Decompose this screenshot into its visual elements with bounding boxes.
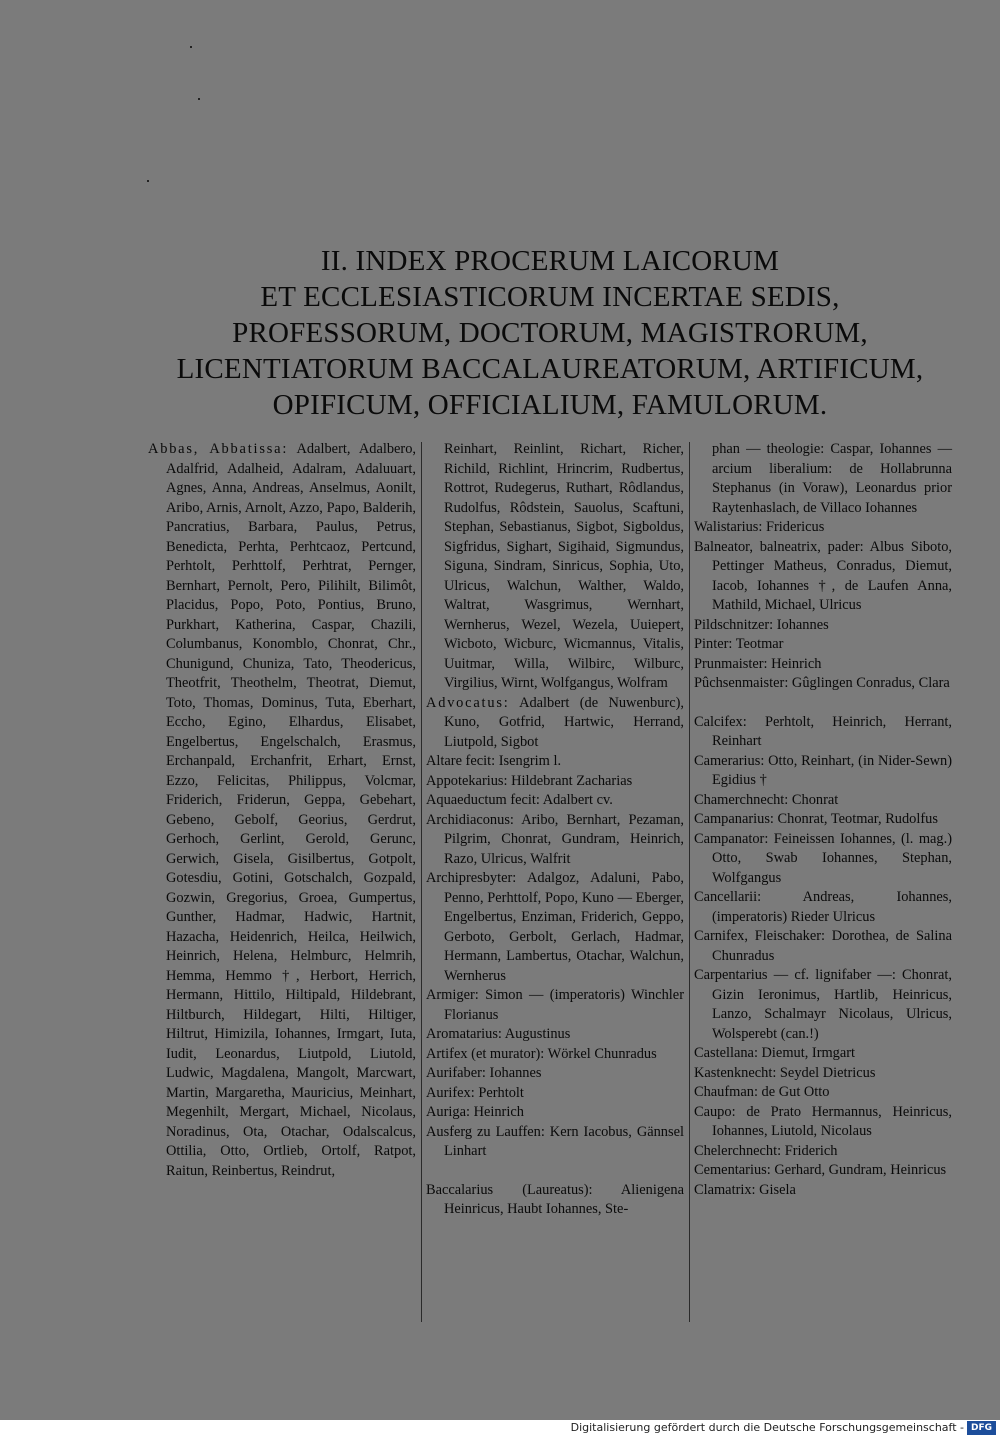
index-column-2: [426, 440, 684, 1220]
entry-heading: Aquaeductum fecit:: [426, 792, 540, 808]
entry-names: Chonrat, Teotmar, Rudolfus: [773, 811, 938, 827]
index-entry: [426, 811, 684, 870]
index-entry: [426, 772, 684, 792]
entry-names: Iohannes: [773, 616, 829, 633]
entry-names: Hildebrant Zacharias: [507, 772, 633, 789]
entry-heading: Cementarius:: [694, 1162, 771, 1178]
title-line: LICENTIATORUM BACCALAUREATORUM, ARTIFICUM,: [176, 353, 924, 385]
entry-heading: Pinter:: [694, 636, 733, 652]
entry-heading: Advocatus:: [426, 694, 510, 711]
entry-heading: Walistarius:: [694, 519, 763, 535]
entry-names: Diemut, Irmgart: [757, 1045, 856, 1061]
entry-names: Adalbert, Adalbero, Adalfrid, Adalheid, Adalram, Adaluuart, Agnes, Anna, Andreas, Anselmus, Aonilt, Aribo, Arnis, Arnolt, Azzo, Papo, Balderih, Pancratius, Barbara, Paulus, Petrus, Benedicta, Perhta, Perhtcaoz, Pertcund, Perhtolt, Perhttolf, Perhtrat, Pernger, Bernhart, Pernolt, Pero, Pilihilt, Bilimôt, Placidus, Popo, Poto, Pontius, Bruno, Purkhart, Katherina, Caspar, Chazili, Columbanus, Konomblo, Chonrat, Chr., Chunigund, Chuniza, Tato, Theodericus, Theotfrit, Theothelm, Theotrat, Diemut, Toto, Thomas, Dominus, Tuta, Eberhart, Eccho, Egino, Elhardus, Elisabet, Engelbertus, Engelschalch, Erasmus, Erchanpald, Erchanfrit, Erhart, Ernst, Ezzo, Felicitas, Philippus, Volcmar, Friderich, Friderun, Geppa, Gebehart, Gebeno, Gebolf, Georius, Gerdrut, Gerhoch, Gerlint, Gerold, Gerunc, Gerwich, Gisela, Gisilbertus, Gotpolt, Gotesdiu, Gotini, Gotschalch, Gozpald, Gozwin, Gregorius, Groea, Gumpertus, Gunther, Hadmar, Hadwic, Hartnit, Hazacha, Heidenrich, Heilca, Heilwich, Heinrich, Helena, Helmburc, Helmrih, Hemma, Hemmo †, Herbort, Herrich, Hermann, Hittilo, Hiltipald, Hildebrant, Hiltburch, Hildegart, Hilti, Hiltiger, Hiltrut, Himizila, Iohannes, Irmgart, Iuta, Iudit, Leonardus, Liutpold, Liutold, Ludwic, Magdalena, Mangolt, Marcwart, Martin, Margaretha, Mauricius, Meinhart, Megenhilt, Mergart, Michael, Nicolaus, Noradinus, Ota, Otachar, Odalscalcus, Ottilia, Otto, Ortlieb, Ortolf, Ratpot, Raitun, Reinbertus, Reindrut,: [166, 441, 416, 1179]
index-entry: [694, 538, 952, 616]
entry-names: Seydel Dietricus: [776, 1064, 876, 1081]
entry-names: Gerhard, Gundram, Heinricus: [770, 1162, 947, 1178]
entry-names: Adalbert (de Nuwenburc), Kuno, Gotfrid, Hartwic, Herrand, Liutpold, Sigbot: [444, 694, 684, 750]
index-entry: [426, 869, 684, 986]
index-entry: [426, 1181, 684, 1220]
entry-names: Gisela: [755, 1181, 796, 1198]
entry-heading: Aromatarius:: [426, 1026, 502, 1042]
index-entry: [694, 752, 952, 791]
entry-heading: Prunmaister:: [694, 655, 768, 672]
entry-names: Dorothea, de Salina Chunradus: [712, 928, 952, 964]
entry-heading: Balneator, balneatrix, pader:: [694, 538, 864, 555]
entry-heading: Artifex (et murator):: [426, 1045, 545, 1062]
entry-names: Aribo, Bernhart, Pezaman, Pilgrim, Chonrat, Gundram, Heinrich, Razo, Ulricus, Walfrit: [444, 811, 684, 867]
entry-names: Augustinus: [501, 1026, 571, 1042]
entry-heading: Carnifex, Fleischaker:: [694, 928, 826, 944]
index-entry: [694, 1142, 952, 1162]
entry-heading: Altare fecit:: [426, 753, 496, 769]
entry-names: Reinhart, Reinlint, Richart, Richer, Richild, Richlint, Hrincrim, Rudbertus, Rottrot, Rudegerus, Ruthart, Rôdlandus, Rudolfus, Rôdstein, Sauolus, Scaftuni, Stephan, Sebastianus, Sigbot, Sigboldus, Sigfridus, Sighart, Sigihaid, Sigmundus, Siguna, Sindram, Sinricus, Sophia, Uto, Ulricus, Walchun, Walther, Waldo, Waltrat, Wasgrimus, Wernhart, Wernherus, Wezel, Wezela, Uuiepert, Wicboto, Wicburc, Wicmannus, Vitalis, Uuitmar, Willa, Wilbirc, Wilburc, Virgilius, Wirnt, Wolfgangus, Wolfram: [444, 441, 684, 691]
index-entry: [694, 810, 952, 830]
dfg-logo: DFG: [967, 1421, 996, 1435]
index-entry: [694, 1103, 952, 1142]
index-entry: [694, 518, 952, 538]
title-line: PROFESSORUM, DOCTORUM, MAGISTRORUM,: [232, 317, 868, 349]
entry-names: Simon — (imperatoris) Winchler Florianus: [444, 987, 684, 1023]
index-entry: [426, 1084, 684, 1104]
entry-gap: [426, 1162, 684, 1181]
entry-names: phan — theologie: Caspar, Iohannes — arcium liberalium: de Hollabrunna Stephanus (in Voraw), Leonardus prior Raytenhaslach, de Villaco Iohannes: [712, 441, 952, 516]
entry-names: Heinrich: [767, 655, 822, 672]
entry-names: Adalgoz, Adaluni, Pabo, Penno, Perhttolf, Popo, Kuno — Eberger, Engelbertus, Enziman, Friderich, Geppo, Gerboto, Gerbolt, Gerlach, Hadmar, Hermann, Lambertus, Otachar, Walchun, Wernherus: [444, 870, 684, 984]
footer-bar: [0, 1420, 1000, 1437]
entry-heading: Chelerchnecht:: [694, 1142, 782, 1159]
index-entry: [694, 830, 952, 889]
entry-names: Perhtolt, Heinrich, Herrant, Reinhart: [712, 713, 952, 749]
index-entry-continued: [694, 440, 952, 518]
entry-names: de Gut Otto: [757, 1084, 830, 1100]
entry-names: Isengrim l.: [495, 753, 562, 769]
entry-names: Otto, Reinhart, (in Nider-Sewn) Egidius †: [712, 752, 952, 788]
entry-names: Teotmar: [732, 636, 784, 652]
entry-heading: Clamatrix:: [694, 1181, 756, 1198]
index-entry: [694, 713, 952, 752]
index-entry: [694, 1044, 952, 1064]
index-entry: [694, 1181, 952, 1201]
entry-names: Fridericus: [762, 519, 825, 535]
entry-names: Albus Siboto, Pettinger Matheus, Conradus, Diemut, Iacob, Iohannes †, de Laufen Anna, Mathild, Michael, Ulricus: [712, 538, 952, 613]
entry-heading: Pûchsenmaister:: [694, 675, 789, 691]
index-entry: [694, 966, 952, 1044]
entry-names: Gûglingen Conradus, Clara: [788, 675, 950, 691]
entry-names: Heinrich: [469, 1104, 524, 1120]
entry-heading: Aurifex:: [426, 1084, 475, 1101]
index-entry: [426, 1123, 684, 1162]
entry-names: Andreas, Iohannes, (imperatoris) Rieder Ulricus: [712, 889, 952, 925]
index-entry: [694, 888, 952, 927]
column-divider: [421, 442, 422, 1322]
index-entry: [694, 635, 952, 655]
funding-notice: Digitalisierung gefördert durch die Deutsche Forschungsgemeinschaft -: [570, 1421, 964, 1434]
index-entry: [426, 1025, 684, 1045]
entry-heading: Calcifex:: [694, 713, 747, 730]
index-entry: [694, 1064, 952, 1084]
title-line: II. INDEX PROCERUM LAICORUM: [320, 245, 780, 277]
entry-heading: Chaufman:: [694, 1084, 758, 1100]
entry-names: de Prato Hermannus, Heinricus, Iohannes, Liutold, Nicolaus: [712, 1103, 952, 1139]
index-entry: [694, 655, 952, 675]
entry-heading: Ausferg zu Lauffen:: [426, 1123, 545, 1140]
entry-names: Adalbert cv.: [539, 792, 613, 808]
scan-speck: [190, 46, 192, 48]
index-entry: [426, 986, 684, 1025]
entry-names: Chonrat: [788, 791, 839, 808]
entry-heading: Kastenknecht:: [694, 1064, 777, 1081]
index-entry: [694, 1083, 952, 1103]
entry-heading: Archidiaconus:: [426, 811, 514, 828]
entry-heading: Campanator:: [694, 830, 769, 847]
title-line: OPIFICUM, OFFICIALIUM, FAMULORUM.: [272, 389, 828, 421]
entry-heading: Aurifaber:: [426, 1065, 486, 1081]
entry-heading: Pildschnitzer:: [694, 616, 774, 633]
entry-heading: Archipresbyter:: [426, 870, 517, 886]
index-entry: [426, 1103, 684, 1123]
entry-names: Chonrat, Gizin Ieronimus, Hartlib, Heinricus, Lanzo, Schalmayr Nicolaus, Ulricus, Wolsperebt (can.!): [712, 967, 952, 1042]
entry-heading: Carpentarius — cf. lignifaber —:: [694, 967, 896, 983]
scan-speck: [147, 180, 149, 182]
index-entry: [694, 791, 952, 811]
index-entry-continued: [426, 440, 684, 694]
entry-heading: Armiger:: [426, 987, 479, 1003]
entry-heading: Castellana:: [694, 1045, 758, 1061]
index-entry: [694, 1161, 952, 1181]
entry-names: Perhtolt: [474, 1084, 524, 1101]
entry-names: Friderich: [781, 1142, 838, 1159]
index-entry: [426, 1045, 684, 1065]
entry-names: Wörkel Chunradus: [544, 1045, 657, 1062]
entry-names: Iohannes: [485, 1065, 542, 1081]
title-line: ET ECCLESIASTICORUM INCERTAE SEDIS,: [260, 281, 840, 313]
entry-names: Feineissen Iohannes, (l. mag.) Otto, Swab Iohannes, Stephan, Wolfgangus: [712, 830, 952, 886]
index-column-3: [694, 440, 952, 1200]
column-divider: [689, 442, 690, 1322]
page-title: [130, 243, 970, 423]
index-entry: [148, 440, 416, 1181]
scan-speck: [198, 98, 200, 100]
entry-heading: Camerarius:: [694, 752, 765, 769]
index-entry: [694, 674, 952, 694]
entry-heading: Appotekarius:: [426, 772, 508, 789]
index-entry: [426, 1064, 684, 1084]
entry-gap: [694, 694, 952, 713]
entry-heading: Cancellarii:: [694, 889, 762, 905]
index-entry: [694, 927, 952, 966]
entry-heading: Auriga:: [426, 1104, 470, 1120]
entry-heading: Chamerchnecht:: [694, 791, 789, 808]
index-entry: [426, 694, 684, 753]
index-column-1: [148, 440, 416, 1181]
entry-names: Kern Iacobus, Gännsel Linhart: [444, 1123, 684, 1159]
entry-heading: Abbas, Abbatissa:: [148, 441, 289, 457]
entry-heading: Caupo:: [694, 1103, 736, 1120]
entry-heading: Baccalarius (Laureatus):: [426, 1181, 593, 1198]
index-entry: [426, 791, 684, 811]
entry-heading: Campanarius:: [694, 811, 774, 827]
entry-names: Alienigena Heinricus, Haubt Iohannes, Ste-: [444, 1181, 684, 1217]
index-entry: [694, 616, 952, 636]
index-entry: [426, 752, 684, 772]
